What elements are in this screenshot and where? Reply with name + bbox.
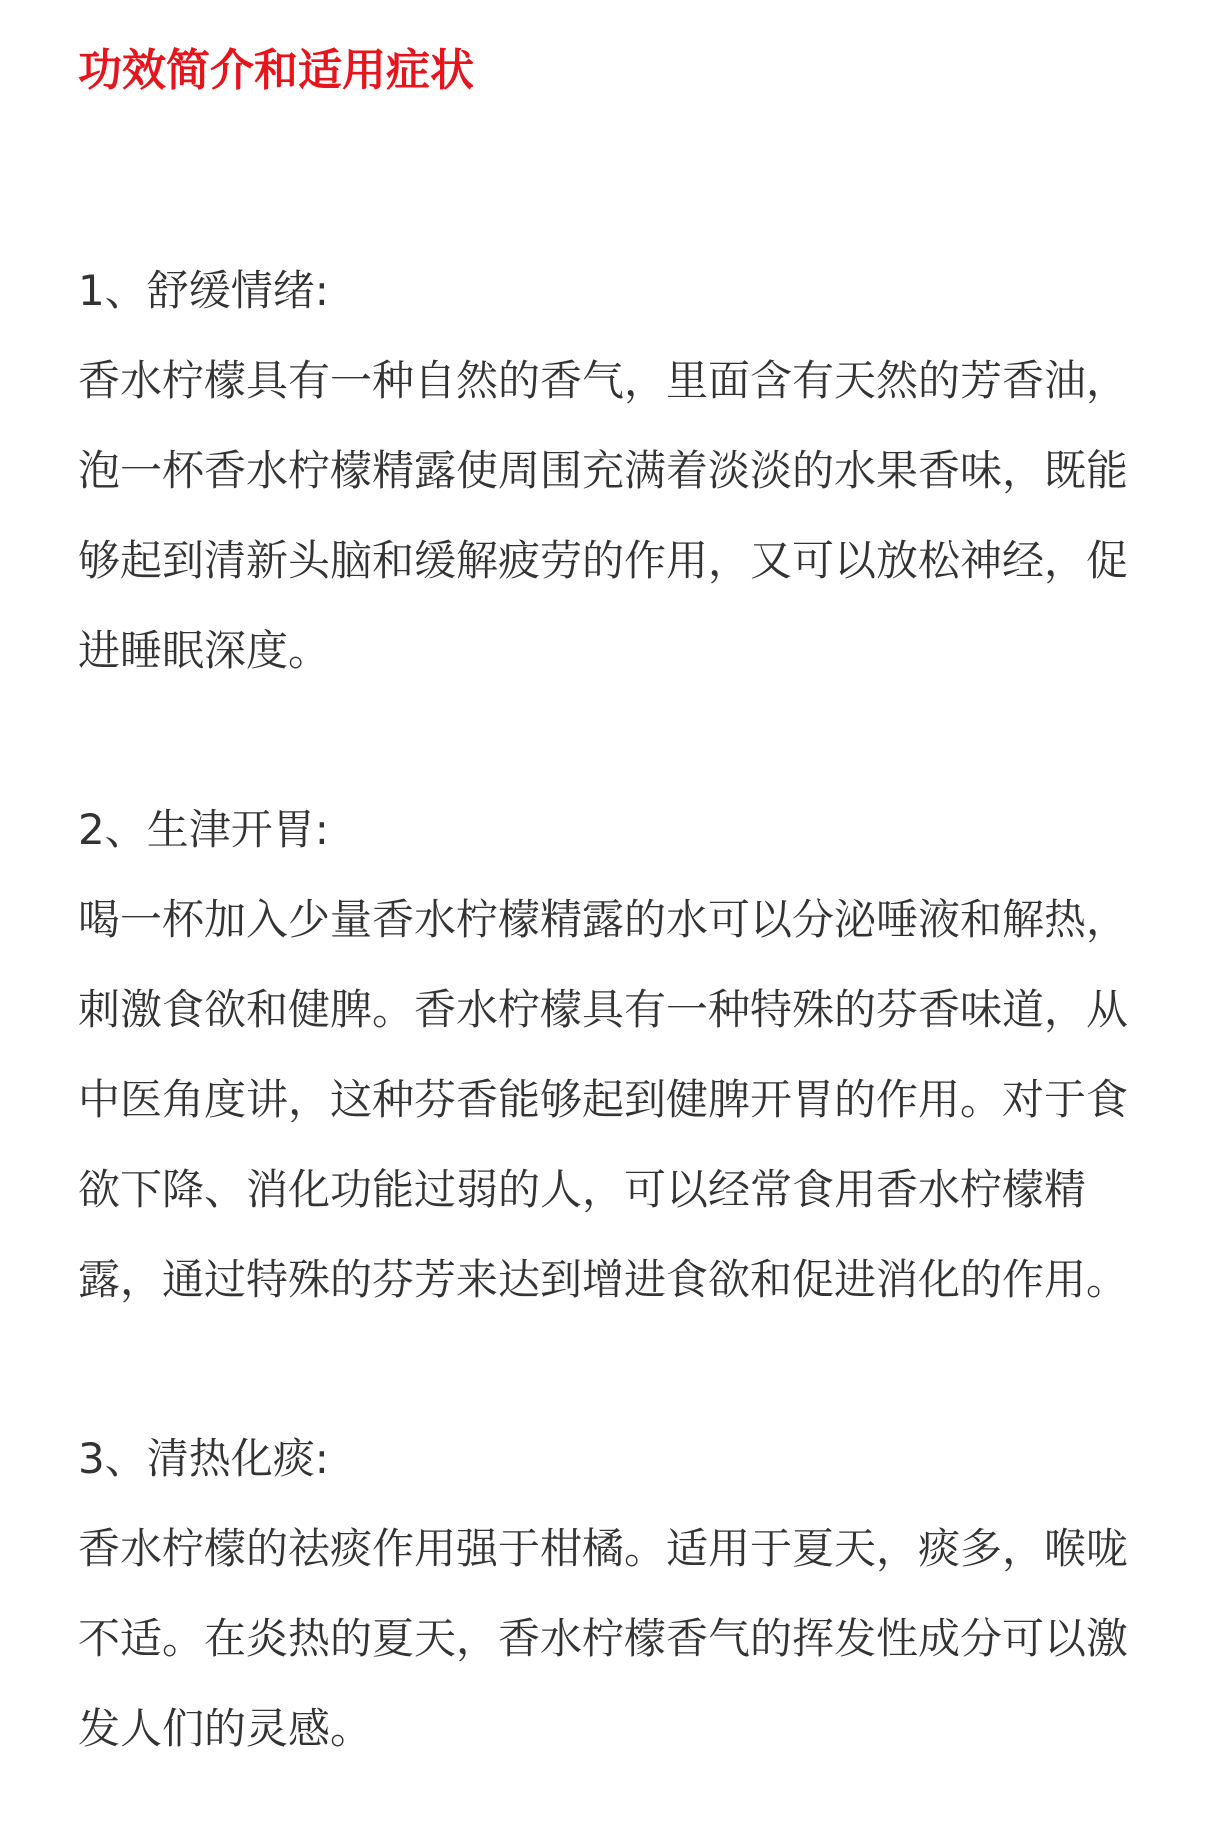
section-clear-phlegm	[78, 1414, 1138, 1774]
section-body: 喝一杯加入少量香水柠檬精露的水可以分泌唾液和解热，刺激食欲和健脾。香水柠檬具有一种特殊的芬香味道，从中医角度讲，这种芬香能够起到健脾开胃的作用。对于食欲下降、消化功能过弱的人，可以经常食用香水柠檬精露，通过特殊的芬芳来达到增进食欲和促进消化的作用。	[78, 895, 1129, 1304]
section-body: 香水柠檬具有一种自然的香气，里面含有天然的芳香油，泡一杯香水柠檬精露使周围充满着淡淡的水果香味，既能够起到清新头脑和缓解疲劳的作用，又可以放松神经，促进睡眠深度。	[78, 356, 1129, 675]
section-title: 1、舒缓情绪:	[78, 266, 329, 315]
section-title: 2、生津开胃:	[78, 805, 329, 854]
article	[78, 38, 1138, 1774]
section-appetite	[78, 785, 1138, 1325]
section-body: 香水柠檬的祛痰作用强于柑橘。适用于夏天，痰多，喉咙不适。在炎热的夏天，香水柠檬香气的挥发性成分可以激发人们的灵感。	[78, 1524, 1129, 1753]
article-heading: 功效简介和适用症状	[78, 45, 474, 96]
section-soothe-mood	[78, 246, 1138, 696]
section-title: 3、清热化痰:	[78, 1434, 329, 1483]
